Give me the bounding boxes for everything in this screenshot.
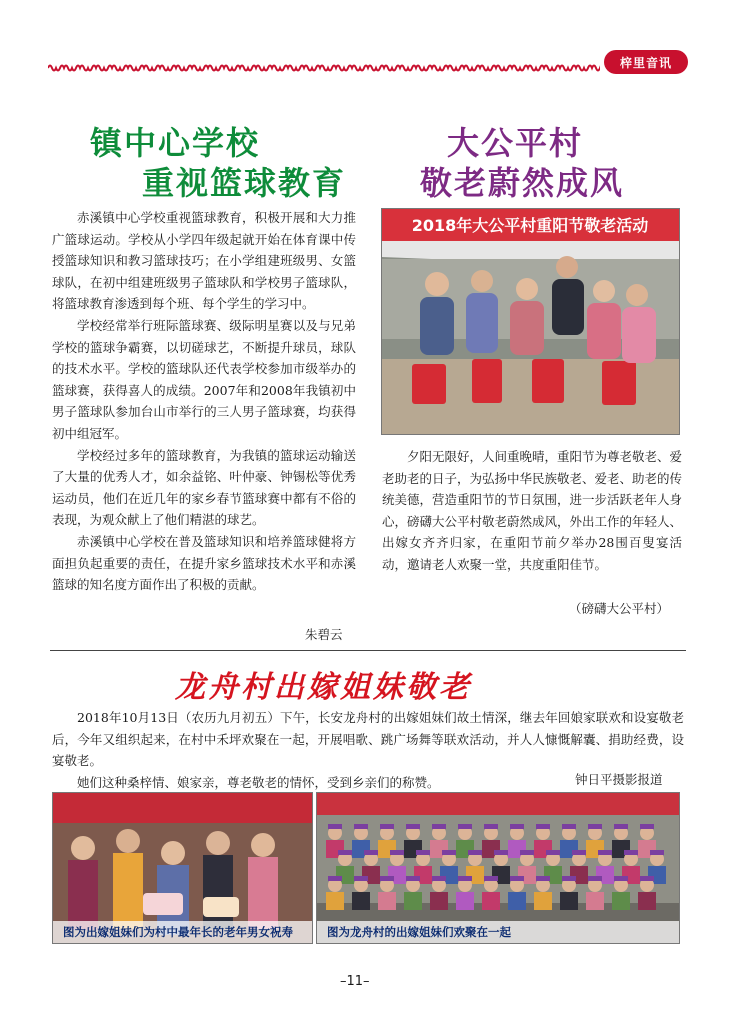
crowd-person-body — [352, 892, 370, 910]
bottom-article-title: 龙舟村出嫁姐妹敬老 — [175, 670, 472, 705]
left-article-author: 朱碧云 — [305, 627, 343, 642]
elderly-group-photo-illustration — [382, 209, 679, 434]
crowd-person-cap — [650, 850, 664, 855]
crowd-person-body — [482, 892, 500, 910]
crowd-person-body — [404, 892, 422, 910]
crowd-person-cap — [614, 824, 628, 829]
crowd-person-body — [456, 892, 474, 910]
right-article-body — [382, 446, 682, 576]
group-gathering-photo — [316, 792, 680, 944]
photo-banner-text: 2018年大公平村重阳节敬老活动 — [411, 216, 649, 235]
crowd-person-cap — [468, 850, 482, 855]
birthday-celebration-photo — [52, 792, 313, 944]
crowd-person-cap — [640, 824, 654, 829]
crowd-person-cap — [380, 824, 394, 829]
crowd-person-cap — [416, 850, 430, 855]
crowd-person-cap — [406, 824, 420, 829]
crowd-person-cap — [624, 850, 638, 855]
crowd-person-cap — [546, 850, 560, 855]
header-wave-line — [48, 62, 600, 74]
crowd-person-cap — [520, 850, 534, 855]
left-article-paragraph: 学校经常举行班际篮球赛、级际明星赛以及与兄弟学校的篮球争霸赛，以切磋球艺，不断提升球员，球队的技术水平。学校的篮球队还代表学校参加市级举办的篮球赛，获得喜人的成绩。2007年和2008年我镇初中男子篮球队参加台山市举行的三人男子篮球赛，均获得初中组冠军。 — [52, 317, 356, 441]
right-article-photo — [381, 208, 680, 435]
crowd-person-cap — [458, 824, 472, 829]
crowd-person-cap — [328, 824, 342, 829]
crowd-person-cap — [354, 876, 368, 881]
crowd-person-cap — [354, 824, 368, 829]
page-number: –11– — [340, 974, 370, 989]
crowd-person-body — [430, 892, 448, 910]
right-article-title-line2: 敬老蔚然成风 — [420, 164, 625, 202]
crowd-person-body — [508, 892, 526, 910]
crowd-person-cap — [536, 824, 550, 829]
crowd-person-body — [534, 892, 552, 910]
section-divider — [50, 650, 686, 651]
left-article-paragraph: 赤溪镇中心学校在普及篮球知识和培养篮球健将方面担负起重要的责任，在提升家乡篮球技术水平和赤溪篮球的知名度方面作出了积极的贡献。 — [52, 533, 356, 593]
left-article-body — [52, 207, 356, 596]
section-badge: 梓里音讯 — [604, 50, 688, 74]
crowd-person-cap — [536, 876, 550, 881]
crowd-person-body — [586, 892, 604, 910]
crowd-person-cap — [390, 850, 404, 855]
crowd-person-cap — [484, 876, 498, 881]
crowd-person-body — [612, 892, 630, 910]
left-article-paragraph: 学校经过多年的篮球教育，为我镇的篮球运动输送了大量的优秀人才，如余益铭、叶仲豪、钟锡松等优秀运动员，他们在近几年的家乡春节篮球赛中都有不俗的表现，为观众献上了他们精湛的球艺。 — [52, 447, 356, 528]
crowd-person-cap — [364, 850, 378, 855]
photo-caption: 图为龙舟村的出嫁姐妹们欢聚在一起 — [317, 921, 679, 943]
right-article-author: （磅礴大公平村） — [569, 601, 670, 616]
photo-caption: 图为出嫁姐妹们为村中最年长的老年男女祝寿 — [53, 921, 312, 943]
crowd-person-cap — [588, 876, 602, 881]
crowd-person-cap — [432, 824, 446, 829]
crowd-person-body — [326, 892, 344, 910]
right-article-paragraph: 夕阳无限好，人间重晚晴，重阳节为尊老敬老、爱老助老的日子，为弘扬中华民族敬老、爱老、助老的传统美德，营造重阳节的节日氛围，进一步活跃老年人身心，磅礴大公平村敬老蔚然成风，外出工作的年轻人、出嫁女齐齐归家，在重阳节前夕举办28围百叟宴活动，邀请老人欢聚一堂，共度重阳佳节。 — [382, 449, 683, 572]
crowd-person-body — [560, 892, 578, 910]
crowd-person-cap — [484, 824, 498, 829]
crowd-person-cap — [510, 824, 524, 829]
crowd-person-cap — [338, 850, 352, 855]
crowd-person-body — [638, 892, 656, 910]
crowd-person-cap — [406, 876, 420, 881]
bottom-article-paragraph: 她们这种桑梓情、娘家亲，尊老敬老的情怀，受到乡亲们的称赞。 — [77, 774, 440, 790]
crowd-person-cap — [380, 876, 394, 881]
left-article-title-line2: 重视篮球教育 — [142, 164, 347, 202]
left-article-title-line1: 镇中心学校 — [90, 124, 261, 162]
bottom-article-author: 钟日平摄影报道 — [575, 772, 663, 787]
crowd-person-cap — [458, 876, 472, 881]
bottom-article-paragraph: 2018年10月13日（农历九月初五）下午，长安龙舟村的出嫁姐妹们故土情深，继去年回娘家联欢和设宴敬老后，今年又组织起来，在村中禾坪欢聚在一起，开展唱歌、跳广场舞等联欢活动，并人人慷慨解囊、捐助经费，设宴敬老。 — [52, 710, 684, 769]
crowd-person-cap — [598, 850, 612, 855]
crowd-person-cap — [328, 876, 342, 881]
crowd-person-cap — [614, 876, 628, 881]
crowd-person-cap — [562, 824, 576, 829]
crowd-person-cap — [494, 850, 508, 855]
right-article-title-line1: 大公平村 — [447, 124, 584, 162]
crowd-person-body — [378, 892, 396, 910]
left-article-paragraph: 赤溪镇中心学校重视篮球教育，积极开展和大力推广篮球运动。学校从小学四年级起就开始在体育课中传授篮球知识和教习篮球技巧；在小学组建班级男、女篮球队，在初中组建班级男子篮球队和学校男子篮球队，将篮球教育渗透到每个班、每个学生的学习中。 — [52, 210, 356, 312]
crowd-person-cap — [510, 876, 524, 881]
crowd-person-cap — [640, 876, 654, 881]
crowd-person-cap — [572, 850, 586, 855]
crowd-person-cap — [562, 876, 576, 881]
crowd-person-cap — [588, 824, 602, 829]
crowd-person-cap — [442, 850, 456, 855]
crowd-person-cap — [432, 876, 446, 881]
